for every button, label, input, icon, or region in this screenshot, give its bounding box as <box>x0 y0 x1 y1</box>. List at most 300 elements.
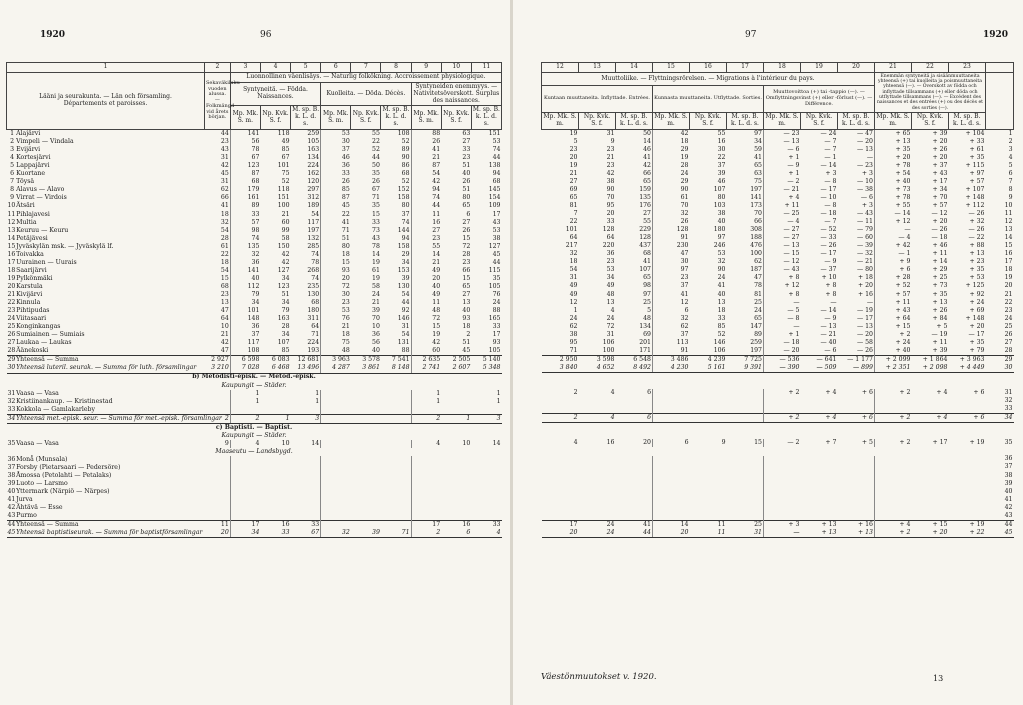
subsection-towns <box>7 382 502 390</box>
value: 7 541 <box>381 356 411 365</box>
value: 39 <box>372 307 380 315</box>
value <box>579 496 616 504</box>
value: 33 <box>717 314 726 322</box>
value <box>291 512 321 521</box>
value: 33 <box>230 211 260 219</box>
column-number: 15 <box>653 63 690 73</box>
value: 21 <box>281 210 290 218</box>
value: 15 <box>754 439 762 447</box>
value <box>441 406 471 415</box>
value: 21 <box>220 331 229 339</box>
value: 99 <box>281 226 290 234</box>
value: 49 <box>281 138 290 146</box>
value <box>616 480 653 488</box>
value: + 11 <box>932 338 948 346</box>
value: 64 <box>606 234 615 242</box>
value <box>801 512 838 521</box>
value: 20 <box>569 153 578 161</box>
value: + 148 <box>965 314 985 322</box>
value: 57 <box>230 219 260 227</box>
value: — 8 <box>824 177 837 185</box>
value: 47 <box>220 307 229 315</box>
value: + 79 <box>969 346 985 354</box>
value: — 6 <box>860 193 873 201</box>
column-number: 23 <box>949 63 986 73</box>
parish-row <box>7 283 502 291</box>
value <box>616 464 653 472</box>
value <box>321 512 351 521</box>
value: — 15 <box>764 250 801 258</box>
population-heading: Sekaväkiluku vuoden alussa. — Folkmängd vid årets början. <box>204 72 230 129</box>
row-label: Kristiinankaup. — Kristinestad <box>16 397 113 405</box>
value: + 3 <box>764 520 801 529</box>
value: + 20 <box>932 218 948 226</box>
value: 93 <box>492 339 501 347</box>
value: 437 <box>639 242 651 250</box>
value: 27 <box>411 227 441 235</box>
section-methodist <box>7 373 502 382</box>
value: 94 <box>411 186 441 194</box>
value <box>690 504 727 512</box>
value <box>230 512 260 521</box>
parish-row <box>542 162 1014 170</box>
value: — 14 <box>820 306 837 314</box>
value: 71 <box>569 346 578 354</box>
total-row <box>7 356 502 365</box>
value: 39 <box>717 169 726 177</box>
value: + 55 <box>875 202 912 210</box>
value: 173 <box>750 201 762 209</box>
value: 2 <box>411 529 441 538</box>
value <box>291 488 321 496</box>
value <box>260 472 290 480</box>
value: 17 <box>492 331 501 339</box>
value: — 58 <box>856 338 873 346</box>
value: + 6 <box>838 414 875 423</box>
row-label: Karstula <box>16 282 43 290</box>
value: 41 <box>643 153 651 161</box>
value: — 17 <box>820 250 837 258</box>
value <box>542 488 579 496</box>
value <box>381 521 411 530</box>
value: 11 <box>690 529 727 538</box>
value: 1 <box>230 390 260 398</box>
row-label: Multia <box>16 218 37 226</box>
value: 141 <box>230 267 260 275</box>
value: 188 <box>750 234 762 242</box>
parish-row <box>542 242 1014 250</box>
value: 21 <box>411 154 441 162</box>
value: 24 <box>492 299 501 307</box>
value: — 26 <box>968 210 985 218</box>
value: 131 <box>397 339 410 347</box>
value: + 69 <box>969 306 985 314</box>
value: 89 <box>754 330 762 338</box>
value: 19 <box>569 161 578 169</box>
value: + 26 <box>932 306 948 314</box>
parish-row <box>542 299 1014 307</box>
baptist-subtotal-row <box>542 520 1014 529</box>
sub-label: Mp. Mk. S. m. <box>411 106 441 130</box>
value: — 9 <box>824 258 837 266</box>
value <box>260 398 290 406</box>
value: 4 287 <box>321 364 351 373</box>
parish-row <box>542 186 1014 194</box>
value: 9 391 <box>727 364 764 373</box>
parish-row <box>7 440 502 448</box>
value: 47 <box>754 274 762 282</box>
row-label: Konginkangas <box>16 323 61 331</box>
value: 12 <box>569 298 578 306</box>
row-number: 44 <box>986 520 1014 529</box>
value: 24 <box>754 306 762 314</box>
diff-heading: Muuttovoittoa (+) tai -tappio (—). — Omflyttningsvinst (+) eller -förlust (—). — Différence. <box>764 86 875 113</box>
value <box>727 464 764 472</box>
value: 128 <box>602 226 615 234</box>
value: 150 <box>277 242 290 250</box>
value: 229 <box>639 226 651 234</box>
row-label: Yttermark (Närpiö — Närpes) <box>16 488 110 496</box>
value: 28 <box>653 162 690 170</box>
value: 2 607 <box>441 364 471 373</box>
value <box>875 472 912 480</box>
value <box>616 504 653 512</box>
value: — 8 <box>824 201 837 209</box>
row-label: Kortesjärvi <box>16 154 51 162</box>
value: 117 <box>307 218 320 226</box>
value <box>381 440 411 448</box>
value <box>579 472 616 480</box>
value: 71 <box>311 331 320 339</box>
value: — 43 <box>856 210 873 218</box>
value: 36 <box>230 259 260 267</box>
value: 44 <box>616 529 653 538</box>
parish-row <box>7 398 502 406</box>
row-number: 45 <box>986 529 1014 538</box>
value: 115 <box>488 266 501 274</box>
parish-row <box>542 464 1014 472</box>
value: + 88 <box>969 242 985 250</box>
value <box>351 414 381 423</box>
value: + 13 <box>969 250 985 258</box>
value: 39 <box>351 529 381 538</box>
value: 146 <box>397 315 410 323</box>
value: 62 <box>653 323 690 331</box>
value: 31 <box>606 330 615 338</box>
column-number: 13 <box>579 63 616 73</box>
value: 26 <box>411 138 441 146</box>
value <box>875 397 912 405</box>
left-page <box>0 0 510 705</box>
value: 14 <box>643 137 651 145</box>
value: 44 <box>492 258 501 266</box>
value <box>204 390 230 398</box>
parish-row <box>7 496 502 504</box>
value <box>690 405 727 414</box>
value <box>690 496 727 504</box>
value: 105 <box>488 347 501 355</box>
value <box>764 496 801 504</box>
value: — 20 <box>856 137 873 145</box>
value <box>912 397 949 405</box>
value <box>381 512 411 521</box>
value: + 11 <box>764 202 801 210</box>
sub-label: M. sp. B. k. L. d. s. <box>291 106 321 130</box>
value: + 4 <box>825 389 837 397</box>
value: 246 <box>713 242 726 250</box>
row-number: 24 <box>1004 314 1013 322</box>
value: 54 <box>220 266 229 274</box>
value <box>727 488 764 496</box>
column-number: 8 <box>381 63 411 73</box>
row-number: 42 <box>7 504 16 512</box>
value <box>260 456 290 464</box>
value: 13 <box>717 298 726 306</box>
value: 66 <box>462 266 471 274</box>
total-row <box>542 355 1014 364</box>
value: 19 <box>372 258 380 266</box>
value: + 3 <box>825 169 837 177</box>
value: — 19 <box>856 306 873 314</box>
value: + 3 <box>861 169 873 177</box>
value <box>260 406 290 415</box>
row-label: Petäjävesi <box>16 234 48 242</box>
parish-row <box>542 154 1014 162</box>
value <box>441 472 471 480</box>
value: 18 <box>321 251 351 259</box>
value: + 15 <box>912 520 949 529</box>
value <box>764 464 801 472</box>
value: 24 <box>579 520 616 529</box>
value: + 2 <box>875 331 912 339</box>
value: 79 <box>281 307 290 315</box>
value: 26 <box>653 218 690 226</box>
value: 66 <box>220 194 229 202</box>
value: 32 <box>569 250 578 258</box>
value <box>381 398 411 406</box>
row-number: 43 <box>1004 511 1013 519</box>
value: + 13 <box>875 138 912 146</box>
value: 4 <box>610 306 615 314</box>
value: — 19 <box>931 330 948 338</box>
value <box>441 464 471 472</box>
value: 2 635 <box>411 356 441 365</box>
value: 2 <box>411 414 441 423</box>
value <box>381 390 411 398</box>
value: + 107 <box>965 185 985 193</box>
value: — 1 <box>824 153 837 161</box>
value: 68 <box>230 178 260 186</box>
value: 74 <box>411 195 441 203</box>
value: 117 <box>230 339 260 347</box>
value <box>764 456 801 464</box>
value <box>727 414 764 423</box>
value: + 25 <box>932 274 948 282</box>
value: 78 <box>372 242 380 250</box>
value: 97 <box>754 129 762 137</box>
value <box>838 512 875 521</box>
parish-row <box>7 291 502 299</box>
value <box>801 504 838 512</box>
value: — 37 <box>820 266 837 274</box>
value: — 536 <box>764 355 801 364</box>
value: 55 <box>411 243 441 251</box>
value <box>616 405 653 414</box>
value: 25 <box>754 298 762 306</box>
value <box>441 456 471 464</box>
value: 88 <box>492 307 501 315</box>
value: 165 <box>488 315 501 323</box>
row-number: 44 <box>7 521 16 529</box>
value: 34 <box>230 529 260 538</box>
value <box>351 472 381 480</box>
value <box>351 464 381 472</box>
value <box>616 496 653 504</box>
value <box>838 488 875 496</box>
value: 27 <box>462 138 471 146</box>
value <box>912 496 949 504</box>
parish-row <box>7 339 502 347</box>
value: + 112 <box>965 201 985 209</box>
parish-row <box>542 170 1014 178</box>
value: 51 <box>281 290 290 298</box>
value: 32 <box>653 315 690 323</box>
parish-row <box>542 315 1014 323</box>
row-number: 22 <box>1004 298 1013 306</box>
parish-row <box>7 211 502 219</box>
births-heading: Syntyneitä. — Födda. Naissances. <box>230 82 320 106</box>
value: 21 <box>569 169 578 177</box>
value: 97 <box>653 266 690 274</box>
parish-row <box>7 186 502 194</box>
value: 76 <box>321 315 351 323</box>
value <box>764 397 801 405</box>
value <box>653 464 690 472</box>
value <box>949 512 986 521</box>
value: — 12 <box>931 210 948 218</box>
value: 33 <box>492 323 501 331</box>
value: 97 <box>643 290 651 298</box>
methodist-total-row <box>542 414 1014 423</box>
value: 16 <box>260 521 290 530</box>
value: 23 <box>569 145 578 153</box>
value: + 61 <box>969 145 985 153</box>
column-number: 10 <box>441 63 471 73</box>
value: + 4 <box>936 389 948 397</box>
value: + 8 <box>764 291 801 299</box>
value: 40 <box>462 307 471 315</box>
parish-row <box>7 162 502 170</box>
value: 53 <box>717 250 726 258</box>
methodist-total-row <box>7 414 502 423</box>
row-label: Virrat — Virdois <box>16 194 67 202</box>
value: 13 496 <box>291 364 321 373</box>
value: — <box>764 323 801 331</box>
value <box>204 504 230 512</box>
parish-row <box>542 283 1014 291</box>
row-label: Pihtipudas <box>16 307 50 315</box>
value <box>351 512 381 521</box>
out-heading: Kunnasta muuttaneita. Utflyttade. Sorties. <box>653 86 764 113</box>
row-number: 27 <box>7 339 16 347</box>
value: — 4 <box>875 234 912 242</box>
column-number: 12 <box>542 63 579 73</box>
sub-label: Mp. Mk. S. m. <box>230 106 260 130</box>
page-number-right: 97 <box>745 30 757 40</box>
value: 29 <box>653 178 690 186</box>
row-number: 8 <box>1008 185 1013 193</box>
value: 71 <box>381 529 411 538</box>
value: 13 <box>462 299 471 307</box>
value <box>579 480 616 488</box>
value <box>291 406 321 415</box>
value: 33 <box>372 218 380 226</box>
value: 21 <box>372 299 380 307</box>
value: 23 <box>220 290 229 298</box>
value: 37 <box>401 210 410 218</box>
value: 3 963 <box>321 356 351 365</box>
value <box>542 405 579 414</box>
value: — 26 <box>931 226 948 234</box>
value <box>912 480 949 488</box>
value: 95 <box>606 201 615 209</box>
row-label: Vaasa — Vasa <box>16 389 59 397</box>
row-number: 25 <box>1004 322 1013 330</box>
value: 1 <box>573 306 578 314</box>
value: 26 <box>462 178 471 186</box>
value: 23 <box>606 145 615 153</box>
value <box>838 472 875 480</box>
value: 27 <box>643 210 651 218</box>
row-number: 18 <box>7 266 16 274</box>
value: 101 <box>565 226 578 234</box>
column-number: 7 <box>351 63 381 73</box>
value: + 13 <box>838 529 875 538</box>
value <box>690 389 727 397</box>
value <box>471 512 501 521</box>
value: 90 <box>606 185 615 193</box>
value <box>230 496 260 504</box>
value: 25 <box>643 298 651 306</box>
value: 52 <box>717 330 726 338</box>
value: — 13 <box>856 322 873 330</box>
parish-row <box>542 331 1014 339</box>
value <box>321 390 351 398</box>
row-label: Ätsäri <box>16 202 35 210</box>
value: 2 927 <box>204 356 230 365</box>
value: 158 <box>397 242 410 250</box>
spacer-row <box>542 373 1014 382</box>
left-column-numbers <box>7 63 502 73</box>
row-label: Yhteensä baptistiseurak. — Summa för baptistförsamlingar <box>15 529 204 538</box>
value: 197 <box>750 346 762 354</box>
value <box>875 480 912 488</box>
value: 70 <box>606 193 615 201</box>
value <box>441 488 471 496</box>
value <box>949 405 986 414</box>
value: + 20 <box>875 154 912 162</box>
row-number: 25 <box>7 323 16 331</box>
value <box>727 480 764 488</box>
value <box>381 406 411 415</box>
value: + 39 <box>932 346 948 354</box>
value: 3 210 <box>204 364 230 373</box>
value: 19 <box>653 154 690 162</box>
sub-label: Np. Kvk. S. f. <box>801 112 838 129</box>
value <box>764 488 801 496</box>
value: 43 <box>492 218 501 226</box>
value: 10 <box>462 439 471 447</box>
